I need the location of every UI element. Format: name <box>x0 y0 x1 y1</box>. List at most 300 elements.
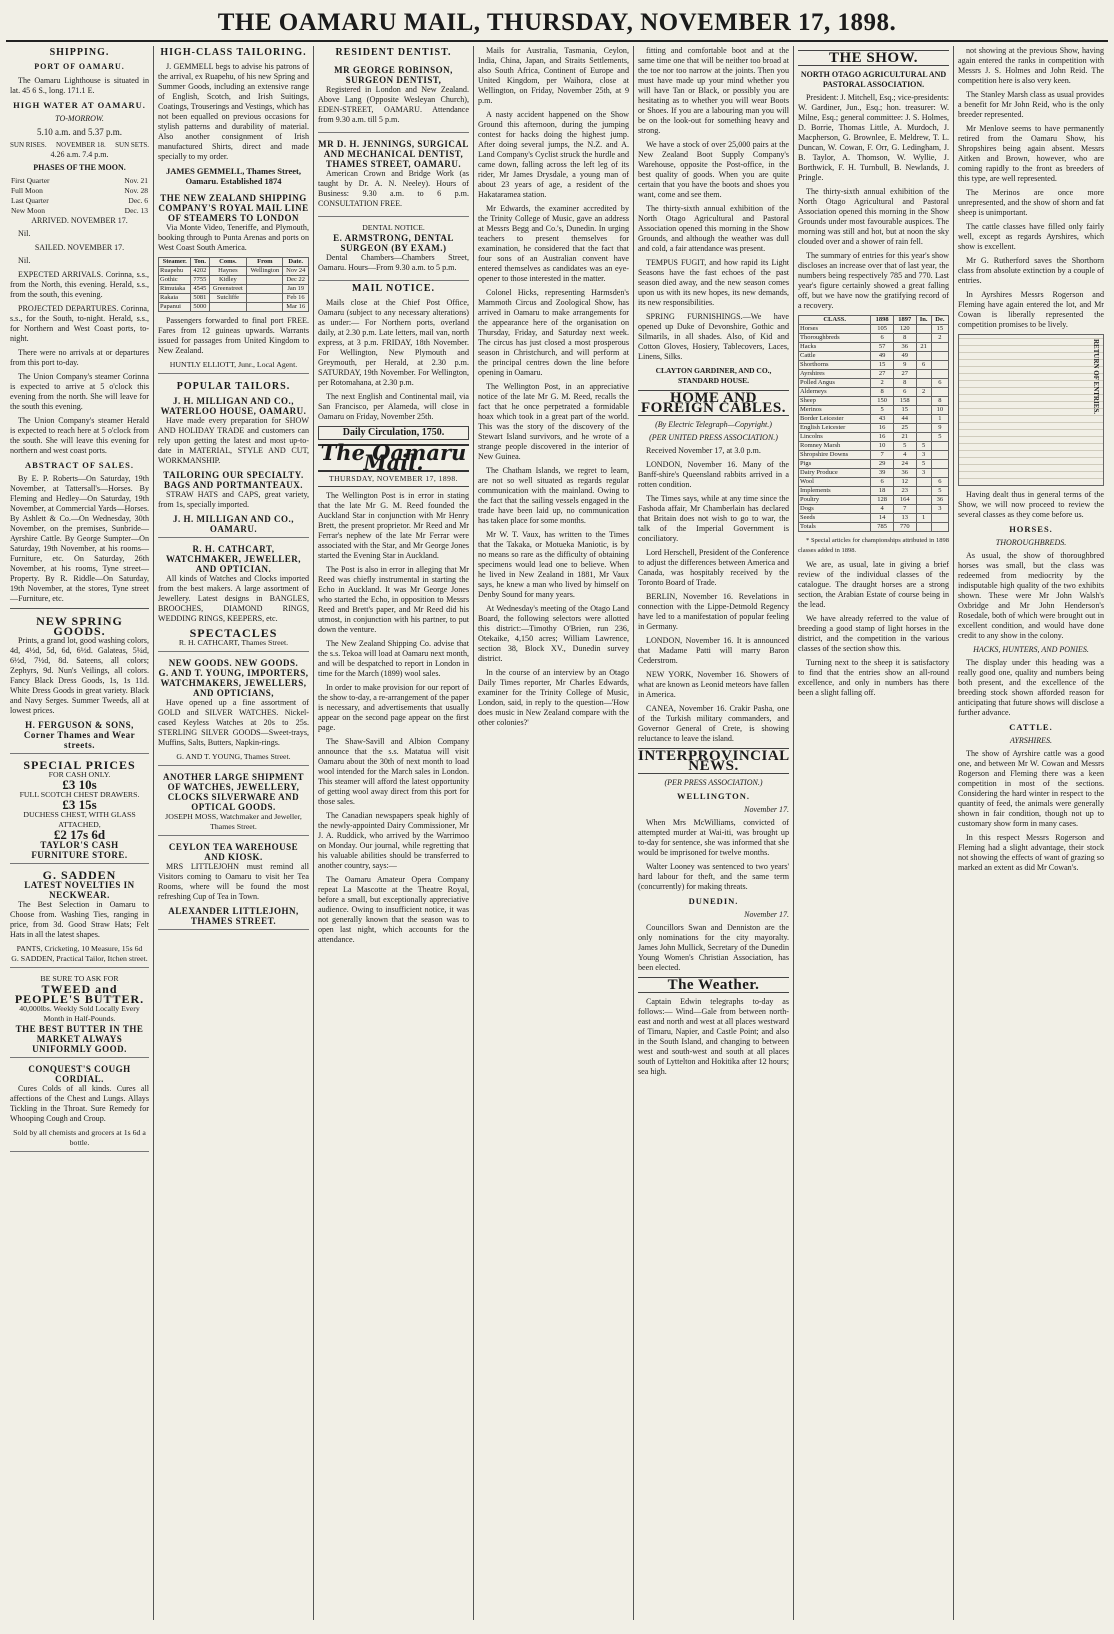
high-water-title: HIGH WATER AT OAMARU. <box>13 100 146 110</box>
advert-company: G. AND T. YOUNG, IMPORTERS, WATCHMAKERS, JEWELLERS, AND OPTICIANS, <box>158 668 309 698</box>
shipping-paragraph: The Union Company's steamer Corinna is expected to arrive at 5 o'clock this evening from the north. She will leave for the south this evening. <box>10 372 149 411</box>
advert-heading: POPULAR TAILORS. <box>176 381 291 392</box>
show-paragraph: not showing at the previous Show, having again entered the ranks in competition with Messrs J. S. Holmes and John Reid. The competition here is also very keen. <box>958 46 1104 85</box>
table-cell: Seeds <box>799 514 871 523</box>
table-cell: 164 <box>893 496 916 505</box>
advert-subheading: FOR CASH ONLY. <box>48 770 111 779</box>
table-cell: 36 <box>893 343 916 352</box>
table-cell: 4545 <box>191 285 209 294</box>
table-cell: Poultry <box>799 496 871 505</box>
table-row <box>799 505 949 514</box>
sun-times: 4.26 a.m. 7.4 p.m. <box>50 150 109 159</box>
table-cell: 10 <box>871 442 894 451</box>
table-cell: 2 <box>916 388 931 397</box>
shipping-paragraph: There were no arrivals at or departures from this port to-day. <box>10 348 149 367</box>
table-cell: 8 <box>893 379 916 388</box>
cable-item: LONDON, November 16. Many of the Banff-shire's Queensland rabbits arrived in a rotten condition. <box>638 460 789 489</box>
lighthouse-text: The Oamaru Lighthouse is situated in lat. 45 6 S., long. 171.1 E. <box>10 76 149 95</box>
table-row <box>799 478 949 487</box>
column-shipping <box>6 46 154 1620</box>
gemmell-text: J. GEMMELL begs to advise his patrons of the arrival, ex Ruapehu, of his new Spring and Summer Goods, including an extensive range of English, Scotch, and Irish Suitings, Coatings, Trouserings and Vestings, which has not been equalled on previous occasions for stylish patterns and durability of material. Also another consignment of Irish manufactured Shirts, direct and made specially to my order. <box>158 62 309 161</box>
table-cell: 105 <box>871 325 894 334</box>
column-show-continued <box>954 46 1108 1620</box>
advert-sadden <box>10 867 149 968</box>
table-cell: 18 <box>871 487 894 496</box>
news-paragraph: In the course of an interview by an Otago Daily Times reporter, Mr Charles Edwards, examiner for the Trinity College of Music, London, said, in reply to the question—'How does music in New Zealand compare with the other colonies?' <box>478 668 629 727</box>
table-cell: 16 <box>871 433 894 442</box>
projected-departures: PROJECTED DEPARTURES. Corinna, s.s., for the South, to-night. Herald, s.s., for Northern and West Coast ports, to-night. <box>10 304 149 343</box>
table-cell: Pigs <box>799 460 871 469</box>
advert-subheading: DENTAL NOTICE. <box>362 223 425 232</box>
advert-young <box>158 655 309 766</box>
moon-date: Dec. 6 <box>128 196 148 205</box>
association-name: NORTH OTAGO AGRICULTURAL AND PASTORAL ASSOCIATION. <box>800 70 947 89</box>
advert-text: Cures Colds of all kinds. Cures all affections of the Chest and Lungs. Allays Tickling in the Throat. Sure Remedy for Whooping Cough and Croup. <box>10 1084 149 1123</box>
table-cell: 21 <box>893 433 916 442</box>
table-cell <box>209 303 247 312</box>
news-paragraph: Mr Edwards, the examiner accredited by the Trinity College of Music, gave an address at Messrs Begg and Co.'s, Dunedin. In urging teachers to present themselves for examination, he considered that the fact that four sons of an Australian convent have entered themselves as candidates was an eye-opener to those interested in the matter. <box>478 204 629 283</box>
news-paragraph: fitting and comfortable boot and at the same time one that will be neither too broad at the toe nor too narrow at the joints. Then you must have made up your mind whether you will have Tan or Black, or possibly you are hesitating as to whether you will wear Boots or Shoes. If you are a labouring man you will be on the look-out for something heavy and strong. <box>638 46 789 135</box>
table-row <box>799 388 949 397</box>
advert-item: DUCHESS CHEST, WITH GLASS ATTACHED, <box>23 810 136 829</box>
table-cell: Greenstreet <box>209 285 247 294</box>
show-paragraph: Turning next to the sheep it is satisfactory to find that the entries show an all-round excellence, and only in numbers has there been a slight falling off. <box>798 658 949 697</box>
advert-heading: E. ARMSTRONG, DENTAL SURGEON (BY EXAM.) <box>333 233 454 253</box>
table-row <box>799 343 949 352</box>
horses-heading: HORSES. <box>1009 524 1053 534</box>
table-cell: Wool <box>799 478 871 487</box>
entries-table-header <box>799 316 949 325</box>
table-cell: 770 <box>893 523 916 532</box>
table-cell: 6 <box>931 478 948 487</box>
table-cell: 6 <box>871 478 894 487</box>
moon-row <box>10 206 149 216</box>
news-paragraph: At Wednesday's meeting of the Otago Land Board, the following selectors were allotted this district:—Timothy O'Brien, run 236, Otekaike, 4,150 acres; William Lawrence, section 38, Block XV., Dunedin survey district. <box>478 604 629 663</box>
officers-list: President: J. Mitchell, Esq.; vice-presidents: W. Gardiner, Jun., Esq.; hon. treasurer: W. Milne, Esq.; general committee: J. S. Holmes, D. Borrie, Thomas Little, A. Murdoch, J. Macpherson, G. Brownlee, E. Meldrew, T. L. Duncan, W. Cowan, F. Orr, G. Ledingham, J. B. Taylor, A. Thomson, W. Wyllie, J. Borthwick, F. H. Turnbull, B. Newlands, J. Pringle. <box>798 93 949 182</box>
sun-date: NOVEMBER 18. <box>55 141 106 149</box>
table-row <box>159 285 309 294</box>
table-header: Date. <box>283 258 309 267</box>
advert-text: MRS LITTLEJOHN must remind all Visitors coming to Oamaru to visit her Tea Rooms, where will be found the most refreshing Cup of Tea in Town. <box>158 862 309 901</box>
table-header: In. <box>916 316 931 325</box>
table-cell: Alderneys <box>799 388 871 397</box>
table-cell: 8 <box>871 388 894 397</box>
advert-heading: CONQUEST'S COUGH CORDIAL. <box>28 1064 131 1084</box>
table-cell <box>916 433 931 442</box>
table-row <box>159 267 309 276</box>
interprovincial-subtitle: (PER PRESS ASSOCIATION.) <box>664 778 763 787</box>
column-editorial <box>314 46 474 1620</box>
advert-tagline: THE BEST BUTTER IN THE MARKET ALWAYS UNIFORMLY GOOD. <box>15 1024 144 1054</box>
table-cell: Thoroughbreds <box>799 334 871 343</box>
table-cell <box>931 523 948 532</box>
table-row <box>799 370 949 379</box>
advert-signature: TAYLOR'S CASH FURNITURE STORE. <box>31 840 128 860</box>
advert-text: All kinds of Watches and Clocks imported from the best makers. A large assortment of Jewellery. Latest designs in BANGLES, BROOCHES, DIAMOND RINGS, WEDDING RINGS, KEEPERS, etc. <box>158 574 309 623</box>
table-row <box>799 433 949 442</box>
table-row <box>799 469 949 478</box>
advert-text: Have opened up a fine assortment of GOLD and SILVER WATCHES. Nickel-cased Keyless Watches at 20s to 25s. STERLING SILVER GOODS—Sweet-trays, Muffins, Salts, Butters, Napkin-rings. <box>158 698 309 747</box>
table-cell <box>916 352 931 361</box>
sailed-heading: SAILED. NOVEMBER 17. <box>34 243 125 252</box>
moon-row <box>10 176 149 186</box>
table-cell <box>916 424 931 433</box>
advert-paragraph: SPRING FURNISHINGS.—We have opened up Duke of Devonshire, Gothic and Silmarils, in all shades. Also, of Kid and Cotton Gloves, Hosiery, Tablecovers, Laces, Linens, Silks. <box>638 312 789 361</box>
table-cell: Kidley <box>209 276 247 285</box>
table-cell <box>916 487 931 496</box>
moon-phase: New Moon <box>11 206 45 215</box>
table-cell: 5 <box>916 460 931 469</box>
table-cell: Dogs <box>799 505 871 514</box>
newspaper-page <box>6 6 1108 1622</box>
table-cell <box>916 406 931 415</box>
table-cell: 6 <box>871 334 894 343</box>
table-cell: Implements <box>799 487 871 496</box>
table-cell: 1 <box>931 415 948 424</box>
advert-text: Prints, a grand lot, good washing colors, 4d, 4½d, 5d, 6d, 6½d. Galateas, 5¼d, 6½d, 7½d, 8d. Sateens, all colors; Zephyrs, 9d. Nun's Veilings, all colors. Fancy Black Dress Goods, 1s, 1s 11d. White Dress Goods in great variety. Black and Navy Serges. Summer Tweeds, all at lowest prices. <box>10 636 149 715</box>
cable-item: The Times says, while at any time since the Fashoda affair, Mr Chamberlain has declared that Britain does not wish to go to war, the talk of the Imperial Government is conciliatory. <box>638 494 789 543</box>
table-row <box>799 379 949 388</box>
table-row <box>799 352 949 361</box>
table-cell: 5 <box>931 433 948 442</box>
table-cell: 13 <box>893 514 916 523</box>
advert-text: Passengers forwarded to final port FREE. Fares from 12 guineas upwards. Warrants issued for passages from United Kingdom to New Zealand. <box>158 316 309 355</box>
advert-signature: G. AND T. YOUNG, Thames Street. <box>176 752 291 761</box>
divider <box>10 608 149 609</box>
table-row <box>159 294 309 303</box>
shipping-paragraph: The Union Company's steamer Herald is expected to reach here at 5 o'clock from the south. She will leave this evening for northern and west coast ports. <box>10 416 149 455</box>
table-cell: 24 <box>893 460 916 469</box>
advert-heading: SPECIAL PRICES <box>23 758 136 772</box>
advert-subheading: SPECTACLES <box>189 626 278 640</box>
table-cell: 3 <box>916 451 931 460</box>
advert-paragraph: TEMPUS FUGIT, and how rapid its Light Seasons have the fast echoes of the past season died away, and the new season comes upon us with its new hopes, its new demands, its new responsibilities. <box>638 258 789 307</box>
wellington-date: November 17. <box>744 805 789 814</box>
show-paragraph: As usual, the show of thoroughbred horses was small, but the class was redeemed from mediocrity by the indisputable high quality of the two exhibits shown. These were Mr John Walsh's Oxbridge and Mr John Henderson's Rosedale, both of which were brought out in excellent condition, and would have done credit to any show in the colony. <box>958 551 1104 640</box>
table-cell <box>931 460 948 469</box>
advert-text: Via Monte Video, Teneriffe, and Plymouth, booking through to Punta Arenas and ports on West Coast South America. <box>158 223 309 252</box>
table-cell: Totals <box>799 523 871 532</box>
table-cell: 6 <box>931 379 948 388</box>
advert-subheading: BAGS AND PORTMANTEAUX. <box>164 480 303 490</box>
table-cell <box>916 397 931 406</box>
entries-table <box>798 315 949 532</box>
advert-heading: TWEED and PEOPLE'S BUTTER. <box>14 982 145 1006</box>
news-paragraph: We have a stock of over 25,000 pairs at the New Zealand Boot Supply Company's Warehouse, opposite the Post-office, in the best quality of goods. When you are quite certain that you have the boots and shoes you want, come and see them. <box>638 140 789 199</box>
table-cell: 128 <box>871 496 894 505</box>
table-row <box>799 406 949 415</box>
table-cell: Polled Angus <box>799 379 871 388</box>
weather-text: Captain Edwin telegraphs to-day as follows:— Wind—Gale from between north-east and north and west at all places westward of Timaru, Napier, and Castle Point; and also in the South Island, and changing to between west and south-west and south at all places south of Lyttelton and Hokitika after 12 hours; sea high. <box>638 997 789 1076</box>
table-cell: 23 <box>893 487 916 496</box>
show-paragraph: The thirty-sixth annual exhibition of the North Otago Agricultural and Pastoral Association opened this morning in the Show Grounds under most favourable auspices. The morning was still and hot, but at noon the sky clouded over and a shower of rain fell. <box>798 187 949 246</box>
table-row <box>799 451 949 460</box>
advert-text: The Best Selection in Oamaru to Choose from. Washing Ties, ranging in price, from 3d. Good Straw Hats; Felt Hats in all the latest shapes. <box>10 900 149 939</box>
sailing-table <box>158 257 309 312</box>
table-cell: 36 <box>893 469 916 478</box>
editorial-paragraph: The New Zealand Shipping Co. advise that the s.s. Tekoa will load at Oamaru next month, and will be despatched to report in London in time for the March (1899) wool sales. <box>318 639 470 678</box>
show-paragraph: Mr G. Rutherford saves the Shorthorn class from absolute extinction by a couple of entries. <box>958 256 1104 285</box>
editorial-paragraph: In order to make provision for our report of the show to-day, a re-arrangement of the paper is necessary, and advertisements that usually appear on the second page appear on the first page. <box>318 683 469 732</box>
table-cell: English Leicester <box>799 424 871 433</box>
mail-notice-title: MAIL NOTICE. <box>351 283 436 294</box>
show-title: THE SHOW. <box>798 50 949 66</box>
news-paragraph: Mails for Australia, Tasmania, Ceylon, India, China, Japan, and Straits Settlements, also South Africa, Continent of Europe and United Kingdom, per Waihora, close at Wellington, on Friday, November 25th, at 9 p.m. <box>478 46 629 105</box>
show-paragraph: The cattle classes have filled only fairly well, except as regards Ayrshires, which show is excellent. <box>958 222 1104 251</box>
advert-company: J. H. MILLIGAN AND CO., WATERLOO HOUSE, OAMARU. <box>160 396 307 416</box>
table-cell: 150 <box>871 397 894 406</box>
newspaper-title: The Oamaru Mail. <box>318 444 469 472</box>
cables-subtitle: (By Electric Telegraph—Copyright.) <box>655 420 772 429</box>
show-paragraph: In this respect Messrs Rogerson and Fleming had a slight advantage, their stock not showing the effects of want of grazing so marked an extent as did Mr Cowan's. <box>958 833 1104 872</box>
table-cell <box>931 442 948 451</box>
advert-signature: Sold by all chemists and grocers at 1s 6d a bottle. <box>13 1128 146 1147</box>
table-cell: 7 <box>871 451 894 460</box>
moon-row <box>10 186 149 196</box>
table-cell: 5 <box>893 442 916 451</box>
sales-text: By E. P. Roberts—On Saturday, 19th November, at Tattersall's—Horses. By Fleming and Hedley—On Saturday, 19th November, at Commercial Yards—Horses. By Ashlett & Co.—On Wednesday, 30th November, on the premises, Sunbride—Ayrshire Cattle. By George Sumpter—On Saturday, 19th November, at his rooms—Furniture, etc. On Saturday, 26th November, at his rooms, Tyne street—Property. By R. Riddle—On Saturday, 19th November, at the stores, Tyne street—Furniture, etc. <box>10 474 149 603</box>
advert-text: Registered in London and New Zealand. Above Lang (Opposite Wesleyan Church), EDEN-STREET, OAMARU. Attendance from 9.30 a.m. till 5 p.m. <box>318 85 469 124</box>
table-cell: Feb 16 <box>283 294 309 303</box>
advert-text: 40,000lbs. Weekly Sold Locally Every Month in Half-Pounds. <box>19 1004 140 1023</box>
table-cell: Dairy Produce <box>799 469 871 478</box>
table-cell: 2 <box>931 334 948 343</box>
news-paragraph: A nasty accident happened on the Show Ground this afternoon, during the jumping contest for hacks doing the highest jump. After doing several jumps, the N.Z. and A. Land Company's Cyclist struck the hurdle and came down, falling across the left leg of its rider, Mr James Drysdale, a young man of about 23 years of age, a resident of the Hakataramea station. <box>478 110 629 199</box>
advert-text: Dental Chambers—Chambers Street, Oamaru. Hours—From 9.30 a.m. to 5 p.m. <box>318 253 469 272</box>
table-cell: 8 <box>893 334 916 343</box>
table-header: Steamer. <box>159 258 191 267</box>
table-header: Ton. <box>191 258 209 267</box>
table-cell <box>931 469 948 478</box>
show-paragraph: We are, as usual, late in giving a brief review of the individual classes of the catalogue. The draught horses are a strong section, the Arabian Estate of course being in the lead. <box>798 560 949 609</box>
table-cell: 49 <box>871 352 894 361</box>
table-cell: 39 <box>871 469 894 478</box>
table-cell: 15 <box>893 406 916 415</box>
table-row <box>799 397 949 406</box>
advert-armstrong <box>318 220 469 281</box>
table-cell: 1 <box>916 514 931 523</box>
cables-title: HOME AND FOREIGN CABLES. <box>638 390 789 416</box>
column-cables <box>634 46 794 1620</box>
editorial-paragraph: The Wellington Post is in error in stating that the late Mr G. M. Reed founded the Auckland Star in conjunction with Mr Henry Brett, the present proprietor. Mr Reed and Mr Ferrar's nephew of the late Mr Ferrar were associated with the Star, and Mr George Jones started the Evening Star in Auckland. <box>318 491 469 560</box>
table-row <box>159 276 309 285</box>
arrived-nil: Nil. <box>18 229 31 238</box>
table-row <box>799 487 949 496</box>
news-paragraph: Mr W. T. Vaux, has written to the Times that the Takaka, or Motueka Maniotic, is by no means so rare as the difficulty of obtaining specimens would lead one to believe. When he lived in New Zealand in 1881, Mr Vaux says, he knew a man who lived by himself on Denby Sound for many years. <box>478 530 629 599</box>
news-paragraph: The Wellington Post, in an appreciative notice of the late Mr G. M. Reed, recalls the fact that he once perpetrated a formidable hoax which took in a great part of the world. This was the story of the discovery of the Stewart Island survivors, and he wrote of a strange people discovered in the interior of New Guinea. <box>478 382 629 461</box>
table-cell: Shorthorns <box>799 361 871 370</box>
table-cell: 158 <box>893 397 916 406</box>
high-water-times: 5.10 a.m. and 5.37 p.m. <box>37 127 122 137</box>
table-cell: 5000 <box>191 303 209 312</box>
advert-item: FULL SCOTCH CHEST DRAWERS. <box>19 790 140 799</box>
table-note: * Special articles for championships attributed in 1898 classes added in 1898. <box>798 537 949 554</box>
show-paragraph: We have already referred to the value of breeding a good stamp of light horses in the district, and the competition in the various classes of the section show this. <box>798 614 949 653</box>
table-cell: 8 <box>931 397 948 406</box>
table-cell: 5 <box>871 406 894 415</box>
sailing-table-header <box>159 258 309 267</box>
returns-caption: RETURN OF ENTRIES. <box>1092 339 1100 415</box>
advert-heading: MR GEORGE ROBINSON, SURGEON DENTIST, <box>334 65 453 85</box>
tomorrow-label: TO-MORROW. <box>55 114 104 123</box>
table-cell <box>247 303 283 312</box>
cable-item: CANEA, November 16. Crakir Pasha, one of the Turkish military commanders, and Governor General of Crete, is showing reluctance to leave the island. <box>638 704 789 743</box>
arrived-heading: ARRIVED. NOVEMBER 17. <box>31 216 128 225</box>
show-paragraph: In Ayrshires Messrs Rogerson and Fleming have again entered the lot, and Mr Cowan is liberally represented the competition promises to be lively. <box>958 290 1104 329</box>
moon-date: Dec. 13 <box>124 206 148 215</box>
table-cell: Nov 24 <box>283 267 309 276</box>
table-cell <box>916 496 931 505</box>
table-cell <box>916 370 931 379</box>
table-cell: 785 <box>871 523 894 532</box>
advert-text: STRAW HATS and CAPS, great variety, from 1s, specially imported. <box>158 490 309 509</box>
advert-heading: CEYLON TEA WAREHOUSE AND KIOSK. <box>168 842 299 862</box>
table-cell <box>916 334 931 343</box>
table-cell: Haynes <box>209 267 247 276</box>
advert-jennings <box>318 136 469 217</box>
sun-rises-label: SUN RISES. <box>10 141 47 149</box>
table-header: 1897 <box>893 316 916 325</box>
advert-cathcart <box>158 541 309 652</box>
advert-heading: R. H. CATHCART, WATCHMAKER, JEWELLER, AND OPTICIAN. <box>165 544 302 574</box>
table-cell <box>931 370 948 379</box>
table-cell: 27 <box>871 370 894 379</box>
tailoring-title: HIGH-CLASS TAILORING. <box>160 47 307 58</box>
advert-furniture <box>10 757 149 864</box>
table-row <box>799 424 949 433</box>
advert-heading: ANOTHER LARGE SHIPMENT OF WATCHES, JEWELLERY, CLOCKS SILVERWARE AND OPTICAL GOODS. <box>162 772 305 812</box>
table-cell <box>931 352 948 361</box>
advert-butter <box>10 971 149 1058</box>
table-cell: Ruapehu <box>159 267 191 276</box>
advert-signature: H. FERGUSON & SONS, Corner Thames and Wear streets. <box>23 720 136 750</box>
moon-row <box>10 196 149 206</box>
advert-price: £2 17s 6d <box>53 827 106 842</box>
table-row <box>799 523 949 532</box>
advert-subheading: TAILORING OUR SPECIALTY. <box>163 470 304 480</box>
dateline: THURSDAY, NOVEMBER 17, 1898. <box>318 474 469 487</box>
advert-signature: ALEXANDER LITTLEJOHN, THAMES STREET. <box>168 906 299 926</box>
advert-heading: G. SADDEN <box>42 868 117 882</box>
news-paragraph: The thirty-sixth annual exhibition of the North Otago Agricultural and Pastoral Association opened this morning in the Show Grounds, and although the weather was dull and cold, a fair attendance was present. <box>638 204 789 253</box>
ayrshires-heading: AYRSHIRES. <box>1010 736 1052 745</box>
table-cell: 25 <box>893 424 916 433</box>
table-cell: Sheep <box>799 397 871 406</box>
table-cell: 12 <box>893 478 916 487</box>
table-cell <box>931 388 948 397</box>
advert-signature: HUNTLY ELLIOTT, Junr., Local Agent. <box>169 360 298 369</box>
table-cell: 3 <box>916 469 931 478</box>
gemmell-signature: JAMES GEMMELL, Thames Street, Oamaru. Established 1874 <box>166 166 301 186</box>
table-cell: 15 <box>931 325 948 334</box>
sailed-nil: Nil. <box>18 256 31 265</box>
table-cell <box>916 379 931 388</box>
table-cell: 14 <box>871 514 894 523</box>
table-cell: Dec 22 <box>283 276 309 285</box>
table-cell: 5081 <box>191 294 209 303</box>
advert-ceylon-tea <box>158 839 309 930</box>
table-cell: 6 <box>916 361 931 370</box>
table-cell: 9 <box>931 424 948 433</box>
table-cell <box>916 478 931 487</box>
advert-subheading: LATEST NOVELTIES IN NECKWEAR. <box>24 880 135 900</box>
table-cell: Border Leicester <box>799 415 871 424</box>
table-cell: Hacks <box>799 343 871 352</box>
moon-phase: Last Quarter <box>11 196 49 205</box>
table-cell <box>931 451 948 460</box>
table-cell: 36 <box>931 496 948 505</box>
moon-phase: Full Moon <box>11 186 43 195</box>
table-cell: 120 <box>893 325 916 334</box>
table-cell: 15 <box>871 361 894 370</box>
table-cell: 3 <box>931 505 948 514</box>
advert-price: £3 15s <box>62 797 97 812</box>
sun-sets-label: SUN SETS. <box>115 141 149 149</box>
table-cell: 57 <box>871 343 894 352</box>
cable-item: NEW YORK, November 16. Showers of what are known as Leonid meteors have fallen in America. <box>638 670 789 699</box>
table-cell <box>247 276 283 285</box>
advert-signature: J. H. MILLIGAN AND CO., OAMARU. <box>172 514 294 534</box>
table-cell: 4 <box>871 505 894 514</box>
table-cell: 10 <box>931 406 948 415</box>
advert-shipping-company <box>158 190 309 374</box>
table-cell: 5 <box>931 487 948 496</box>
table-row <box>799 415 949 424</box>
advert-price: £3 10s <box>62 777 97 792</box>
mail-notice-text: Mails close at the Chief Post Office, Oamaru (subject to any necessary alterations) as under:— For Northern ports, overland daily, at 2.30 p.m. Late letters, mail van, north express, at 3 p.m. FRIDAY, 18th November. For Wellington, New Plymouth and Greymouth, per Herald, at 2.30 p.m. SATURDAY, 19th November. For Wellington, per Rotomahana, at 2.30 p.m. <box>318 298 469 387</box>
advert-text: Have made every preparation for SHOW AND HOLIDAY TRADE and customers can rely upon getting the latest and most up-to-date in MATERIAL, STYLE AND CUT, WORKMANSHIP. <box>158 416 309 465</box>
circulation-notice: Daily Circulation, 1750. <box>318 426 469 440</box>
cable-item: BERLIN, November 16. Revelations in connection with the Lippe-Detmold Regency have led to a manifestation of popular feeling in Germany. <box>638 592 789 631</box>
news-paragraph: When Mrs McWilliams, convicted of attempted murder at Wai-iti, was brought up to-day for sentence, she was informed that she would be imprisoned for twelve months. <box>638 818 789 857</box>
cables-received: Received November 17, at 3.0 p.m. <box>646 446 761 455</box>
table-cell: 49 <box>893 352 916 361</box>
news-paragraph: The Chatham Islands, we regret to learn, are not so well situated as regards regular communication with the mainland. Owing to the fact that the sailing vessels engaged in the trade have been laid up, no communication has taken place for some months. <box>478 466 629 525</box>
table-cell <box>247 294 283 303</box>
table-cell <box>916 505 931 514</box>
advert-heading: MR D. H. JENNINGS, SURGICAL AND MECHANICAL DENTIST, THAMES STREET, OAMARU. <box>318 139 469 169</box>
table-cell: 6 <box>893 388 916 397</box>
dunedin-date: November 17. <box>744 910 789 919</box>
table-cell <box>931 361 948 370</box>
column-news <box>474 46 634 1620</box>
table-cell <box>916 415 931 424</box>
table-cell: 7 <box>893 505 916 514</box>
editorial-paragraph: The Oamaru Amateur Opera Company repeat La Mascotte at the Theatre Royal, before a small, but exceptionally appreciative audience. Owing to insufficient notice, it was not generally known that the season was to open last night, which accounts for the attendance. <box>318 875 469 944</box>
table-cell: 44 <box>893 415 916 424</box>
expected-arrivals: EXPECTED ARRIVALS. Corinna, s.s., from the North, this evening. Herald, s.s., from the south, this evening. <box>10 270 149 299</box>
advert-robinson <box>318 62 469 133</box>
table-cell: Wellington <box>247 267 283 276</box>
advert-spring-goods <box>10 613 149 754</box>
news-paragraph: Councillors Swan and Denniston are the only nominations for the city mayoralty. James John Mullick, Secretary of the Dunedin Young Women's Christian Association, has been elected. <box>638 923 789 972</box>
rotated-returns-table <box>958 334 1104 486</box>
table-cell: Rakaia <box>159 294 191 303</box>
wellington-heading: WELLINGTON. <box>677 791 750 801</box>
advert-signature: G. SADDEN, Practical Tailor, Itchen street. <box>11 954 148 963</box>
table-cell: 16 <box>871 424 894 433</box>
table-cell: Horses <box>799 325 871 334</box>
moon-date: Nov. 28 <box>124 186 148 195</box>
table-header: CLASS. <box>799 316 871 325</box>
section-title-shipping: SHIPPING. <box>49 47 110 58</box>
advert-heading: THE NEW ZEALAND SHIPPING COMPANY'S ROYAL MAIL LINE OF STEAMERS TO LONDON <box>158 193 309 223</box>
advert-signature: R. H. CATHCART, Thames Street. <box>178 638 289 647</box>
table-cell: Merinos <box>799 406 871 415</box>
table-cell: 2 <box>871 379 894 388</box>
table-cell: Romney Marsh <box>799 442 871 451</box>
table-header: De. <box>931 316 948 325</box>
